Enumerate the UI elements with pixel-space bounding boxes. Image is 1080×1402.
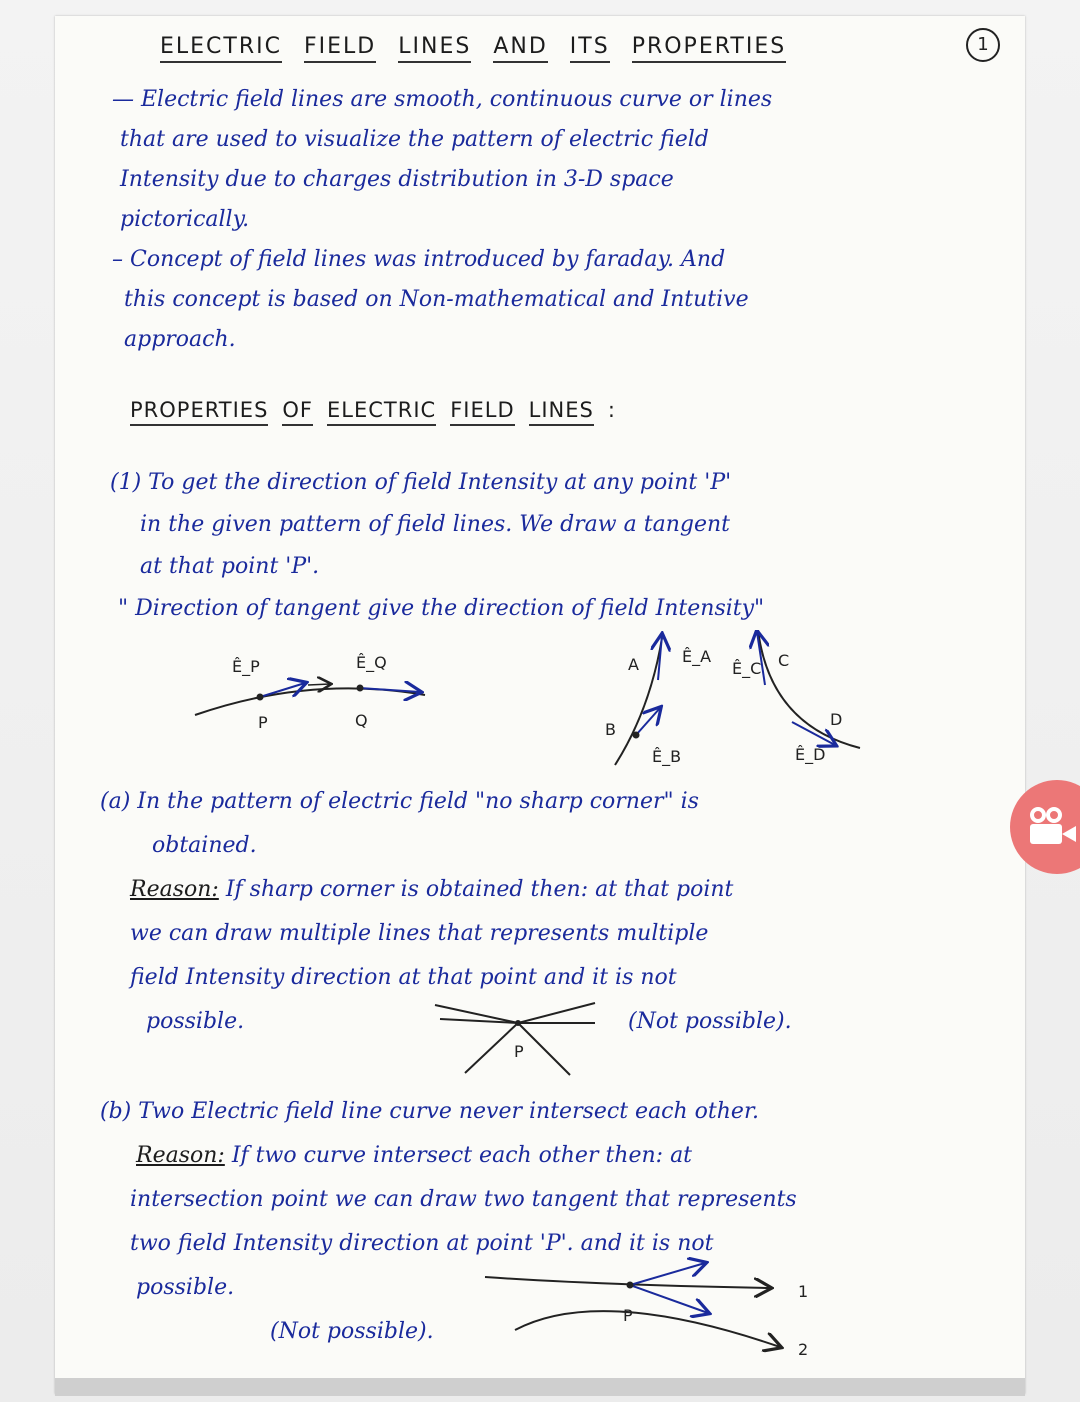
intro-line: pictorically. <box>120 207 250 232</box>
point-b <box>633 732 640 739</box>
label-a: A <box>628 655 639 674</box>
field-line-pq <box>195 688 425 715</box>
tangent-arrow-p <box>260 683 305 697</box>
property-a-line: (a) In the pattern of electric field "no sharp corner" is <box>100 789 699 814</box>
reason-a-line: we can draw multiple lines that represents multiple <box>130 921 709 946</box>
label-ep: Ê_P <box>232 657 260 676</box>
label-q: Q <box>355 711 368 730</box>
label-eb: Ê_B <box>652 747 682 766</box>
property-a-line: obtained. <box>152 833 257 858</box>
reason-label: Reason: <box>136 1143 225 1168</box>
heading-word: ELECTRIC <box>327 398 436 426</box>
label-ea: Ê_A <box>682 647 712 666</box>
point-q <box>357 685 364 692</box>
intro-line: – Concept of field lines was introduced by faraday. And <box>112 247 726 272</box>
heading-word: OF <box>282 398 313 426</box>
page-number: 1 <box>966 28 1000 62</box>
label-eq: Ê_Q <box>356 653 387 672</box>
reason-a-line: field Intensity direction at that point and it is not <box>130 965 677 990</box>
label-p: P <box>258 713 268 732</box>
title-word: LINES <box>398 34 471 63</box>
intro-paragraph <box>112 80 992 360</box>
label-intersection-p: P <box>623 1306 633 1325</box>
property-1 <box>110 462 1010 630</box>
corner-line <box>518 1003 595 1023</box>
property-1-line: " Direction of tangent give the direction of field Intensity" <box>118 596 765 621</box>
tangent-arrow-d <box>792 722 835 745</box>
title-word: PROPERTIES <box>632 34 787 63</box>
not-possible-note-b: (Not possible). <box>270 1319 434 1344</box>
property-1-line: (1) To get the direction of field Intensity at any point 'P' <box>110 470 732 495</box>
tangent-1 <box>630 1263 705 1285</box>
page-bottom-edge <box>55 1378 1025 1396</box>
title-word: ELECTRIC <box>160 34 282 63</box>
corner-point <box>515 1020 521 1026</box>
sharp-corner-diagram <box>430 995 600 1085</box>
mid-arrow <box>308 684 330 685</box>
reason-text: If two curve intersect each other then: at <box>231 1143 693 1168</box>
title-word: ITS <box>570 34 610 63</box>
reason-label: Reason: <box>130 877 219 902</box>
corner-line <box>465 1023 518 1073</box>
intro-line: Intensity due to charges distribution in 3-D space <box>120 167 674 192</box>
tangent-diagram <box>180 630 880 780</box>
property-b-line: (b) Two Electric field line curve never intersect each other. <box>100 1099 760 1124</box>
heading-word: PROPERTIES <box>130 398 268 426</box>
label-ed: Ê_D <box>795 745 826 764</box>
section-heading <box>130 398 616 422</box>
reason-b-line: intersection point we can draw two tangent that represents <box>130 1187 797 1212</box>
title-word: AND <box>493 34 547 63</box>
corner-line <box>518 1023 570 1075</box>
page-title <box>160 34 900 59</box>
property-1-line: at that point 'P'. <box>140 554 320 579</box>
intersecting-lines-diagram <box>480 1255 840 1365</box>
label-d: D <box>830 710 843 729</box>
reason-b-line <box>100 1134 1000 1178</box>
intro-line: this concept is based on Non-mathematical and Intutive <box>124 287 749 312</box>
reason-b-line: possible. <box>136 1275 235 1300</box>
label-curve-2: 2 <box>798 1340 809 1359</box>
reason-b-line: two field Intensity direction at point 'P'. and it is not <box>130 1231 714 1256</box>
label-c: C <box>778 651 790 670</box>
curve-2 <box>515 1311 780 1347</box>
tangent-arrow-b <box>636 708 660 735</box>
tangent-arrow-q <box>360 688 420 692</box>
intro-line: — Electric field lines are smooth, continuous curve or lines <box>112 87 773 112</box>
heading-word: FIELD <box>450 398 514 426</box>
label-b: B <box>605 720 616 739</box>
tangent-2 <box>630 1285 708 1313</box>
not-possible-note-a: (Not possible). <box>628 1009 792 1034</box>
title-word: FIELD <box>304 34 376 63</box>
reason-a-line <box>100 868 980 912</box>
reason-a-line: possible. <box>146 1009 245 1034</box>
heading-colon: : <box>607 398 616 422</box>
label-curve-1: 1 <box>798 1282 809 1301</box>
point-p <box>257 694 264 701</box>
reason-text: If sharp corner is obtained then: at that point <box>225 877 734 902</box>
heading-word: LINES <box>529 398 594 426</box>
property-1-line: in the given pattern of field lines. We draw a tangent <box>140 512 730 537</box>
video-camera-icon <box>1028 806 1080 848</box>
intro-line: approach. <box>124 327 236 352</box>
label-corner-p: P <box>514 1042 524 1061</box>
intro-line: that are used to visualize the pattern of electric field <box>120 127 709 152</box>
intersection-point <box>627 1282 634 1289</box>
label-ec: Ê_C <box>732 659 762 678</box>
